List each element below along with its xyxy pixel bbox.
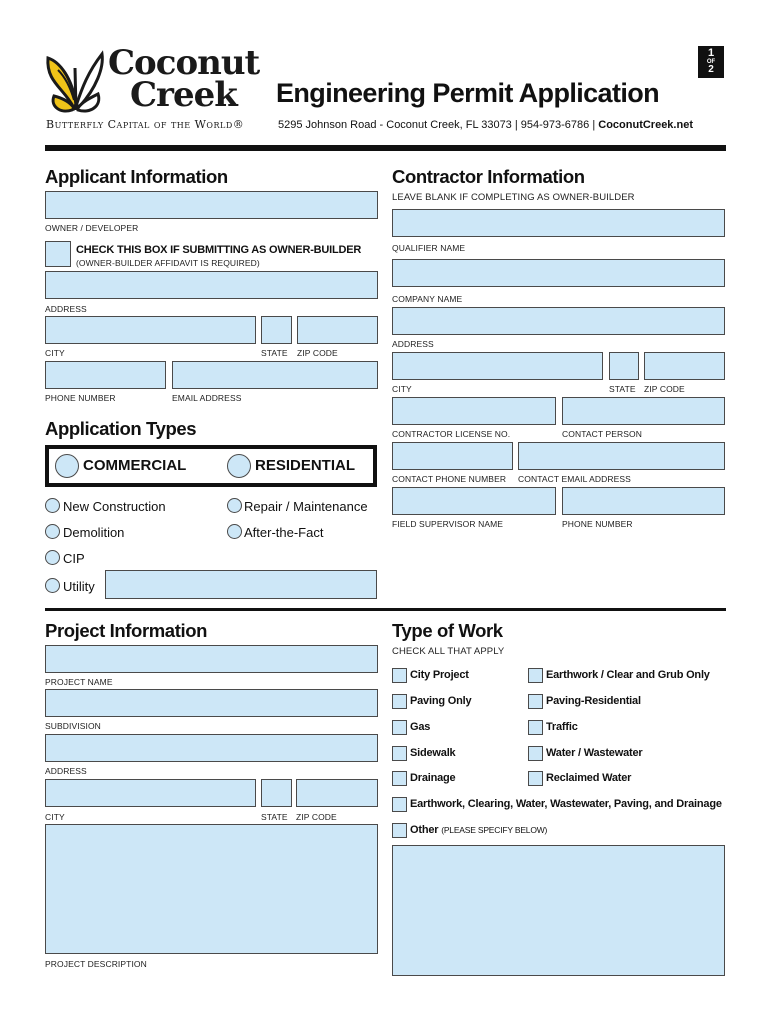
other-checkbox[interactable] [392,823,407,838]
cip-label: CIP [63,551,85,566]
project-zip-label: ZIP CODE [296,812,337,822]
project-address-field[interactable] [45,734,378,762]
field-supervisor-label: FIELD SUPERVISOR NAME [392,519,504,529]
applicant-address-label: ADDRESS [45,304,87,314]
sidewalk-checkbox[interactable] [392,746,407,761]
butterfly-logo-icon [44,48,108,116]
type-of-work-heading: Type of Work [392,620,503,641]
qualifier-name-field[interactable] [392,209,725,237]
project-state-field[interactable] [261,779,292,807]
contractor-note: LEAVE BLANK IF COMPLETING AS OWNER-BUILDER [392,192,635,203]
utility-label: Utility [63,579,95,594]
utility-radio[interactable] [45,578,60,593]
subdivision-label: SUBDIVISION [45,721,101,731]
applicant-zip-field[interactable] [297,316,378,344]
traffic-label: Traffic [546,721,578,733]
contractor-state-field[interactable] [609,352,639,380]
applicant-city-label: CITY [45,348,65,358]
project-zip-field[interactable] [296,779,378,807]
new-construction-label: New Construction [63,499,166,514]
commercial-label: COMMERCIAL [83,457,187,474]
residential-radio[interactable] [227,454,251,478]
other-label [410,824,547,836]
project-name-label: PROJECT NAME [45,677,113,687]
traffic-checkbox[interactable] [528,720,543,735]
applicant-email-label: EMAIL ADDRESS [172,393,242,403]
page-number: 1 [707,47,715,59]
company-name-field[interactable] [392,259,725,287]
contact-person-label: CONTACT PERSON [562,429,642,439]
repair-maintenance-radio[interactable] [227,498,242,513]
project-address-label: ADDRESS [45,766,87,776]
reclaimed-water-label: Reclaimed Water [546,772,632,784]
demolition-label: Demolition [63,525,125,540]
paving-residential-checkbox[interactable] [528,694,543,709]
contractor-city-field[interactable] [392,352,603,380]
repair-maintenance-label: Repair / Maintenance [244,499,368,514]
applicant-state-field[interactable] [261,316,292,344]
contractor-state-label: STATE [609,384,636,394]
reclaimed-water-checkbox[interactable] [528,771,543,786]
earthwork-all-checkbox[interactable] [392,797,407,812]
cip-radio[interactable] [45,550,60,565]
owner-developer-field[interactable] [45,191,378,219]
contact-phone-label: CONTACT PHONE NUMBER [392,474,507,484]
owner-developer-label: OWNER / DEVELOPER [45,223,139,233]
supervisor-phone-label: PHONE NUMBER [562,519,633,529]
applicant-phone-field[interactable] [45,361,166,389]
applicant-address-field[interactable] [45,271,378,299]
logo-word-coconut: Coconut [108,43,260,83]
subdivision-field[interactable] [45,689,378,717]
paving-residential-label: Paving-Residential [546,695,641,707]
residential-label: RESIDENTIAL [255,457,356,474]
project-heading: Project Information [45,620,207,641]
field-supervisor-field[interactable] [392,487,556,515]
other-specify-field[interactable] [392,845,725,976]
sidewalk-label: Sidewalk [410,747,456,759]
contact-info: 5295 Johnson Road - Coconut Creek, FL 33073 | 954-973-6786 | [278,119,596,131]
contact-phone-field[interactable] [392,442,513,470]
applicant-heading: Applicant Information [45,166,228,187]
contractor-zip-label: ZIP CODE [644,384,685,394]
city-project-label: City Project [410,669,469,681]
contact-person-field[interactable] [562,397,725,425]
section-divider [45,608,726,611]
project-city-field[interactable] [45,779,256,807]
page-badge [698,46,724,78]
project-city-label: CITY [45,812,65,822]
gas-checkbox[interactable] [392,720,407,735]
applicant-email-field[interactable] [172,361,378,389]
contractor-license-label: CONTRACTOR LICENSE NO. [392,429,511,439]
applicant-city-field[interactable] [45,316,256,344]
earthwork-clear-checkbox[interactable] [528,668,543,683]
water-wastewater-checkbox[interactable] [528,746,543,761]
company-name-label: COMPANY NAME [392,294,463,304]
applicant-zip-label: ZIP CODE [297,348,338,358]
contractor-heading: Contractor Information [392,166,585,187]
new-construction-radio[interactable] [45,498,60,513]
page-title: Engineering Permit Application [276,78,660,108]
applicant-phone-label: PHONE NUMBER [45,393,116,403]
owner-builder-note: (OWNER-BUILDER AFFIDAVIT IS REQUIRED) [76,258,260,268]
project-name-field[interactable] [45,645,378,673]
gas-label: Gas [410,721,431,733]
earthwork-all-label: Earthwork, Clearing, Water, Wastewater, Paving, and Drainage [410,798,722,810]
drainage-checkbox[interactable] [392,771,407,786]
contractor-address-label: ADDRESS [392,339,434,349]
owner-builder-check-label: CHECK THIS BOX IF SUBMITTING AS OWNER-BUILDER [76,244,362,256]
contractor-city-label: CITY [392,384,412,394]
type-of-work-note: CHECK ALL THAT APPLY [392,646,505,657]
other-text: Other [410,824,439,836]
after-the-fact-radio[interactable] [227,524,242,539]
page-of: OF [706,59,716,65]
applicant-state-label: STATE [261,348,288,358]
contractor-license-field[interactable] [392,397,556,425]
project-description-field[interactable] [45,824,378,954]
after-the-fact-label: After-the-Fact [244,525,324,540]
project-description-label: PROJECT DESCRIPTION [45,959,147,969]
drainage-label: Drainage [410,772,456,784]
water-wastewater-label: Water / Wastewater [546,747,643,759]
header-divider [45,145,726,151]
contact-email-label: CONTACT EMAIL ADDRESS [518,474,631,484]
paving-only-label: Paving Only [410,695,472,707]
supervisor-phone-field[interactable] [562,487,725,515]
demolition-radio[interactable] [45,524,60,539]
utility-specify-field[interactable] [105,570,377,599]
contact-email-field[interactable] [518,442,725,470]
contractor-address-field[interactable] [392,307,725,335]
other-note: (PLEASE SPECIFY BELOW) [441,825,548,835]
page-total: 2 [708,64,714,75]
project-state-label: STATE [261,812,288,822]
logo-word-creek: Creek [130,75,237,115]
logo-tagline: Butterfly Capital of the World® [46,118,245,131]
earthwork-clear-label: Earthwork / Clear and Grub Only [546,669,710,681]
paving-only-checkbox[interactable] [392,694,407,709]
owner-builder-checkbox[interactable] [45,241,71,267]
qualifier-name-label: QUALIFIER NAME [392,243,466,253]
address-line [278,119,693,131]
application-types-heading: Application Types [45,418,197,439]
contractor-zip-field[interactable] [644,352,725,380]
commercial-radio[interactable] [55,454,79,478]
city-project-checkbox[interactable] [392,668,407,683]
website-link[interactable]: CoconutCreek.net [598,119,693,131]
